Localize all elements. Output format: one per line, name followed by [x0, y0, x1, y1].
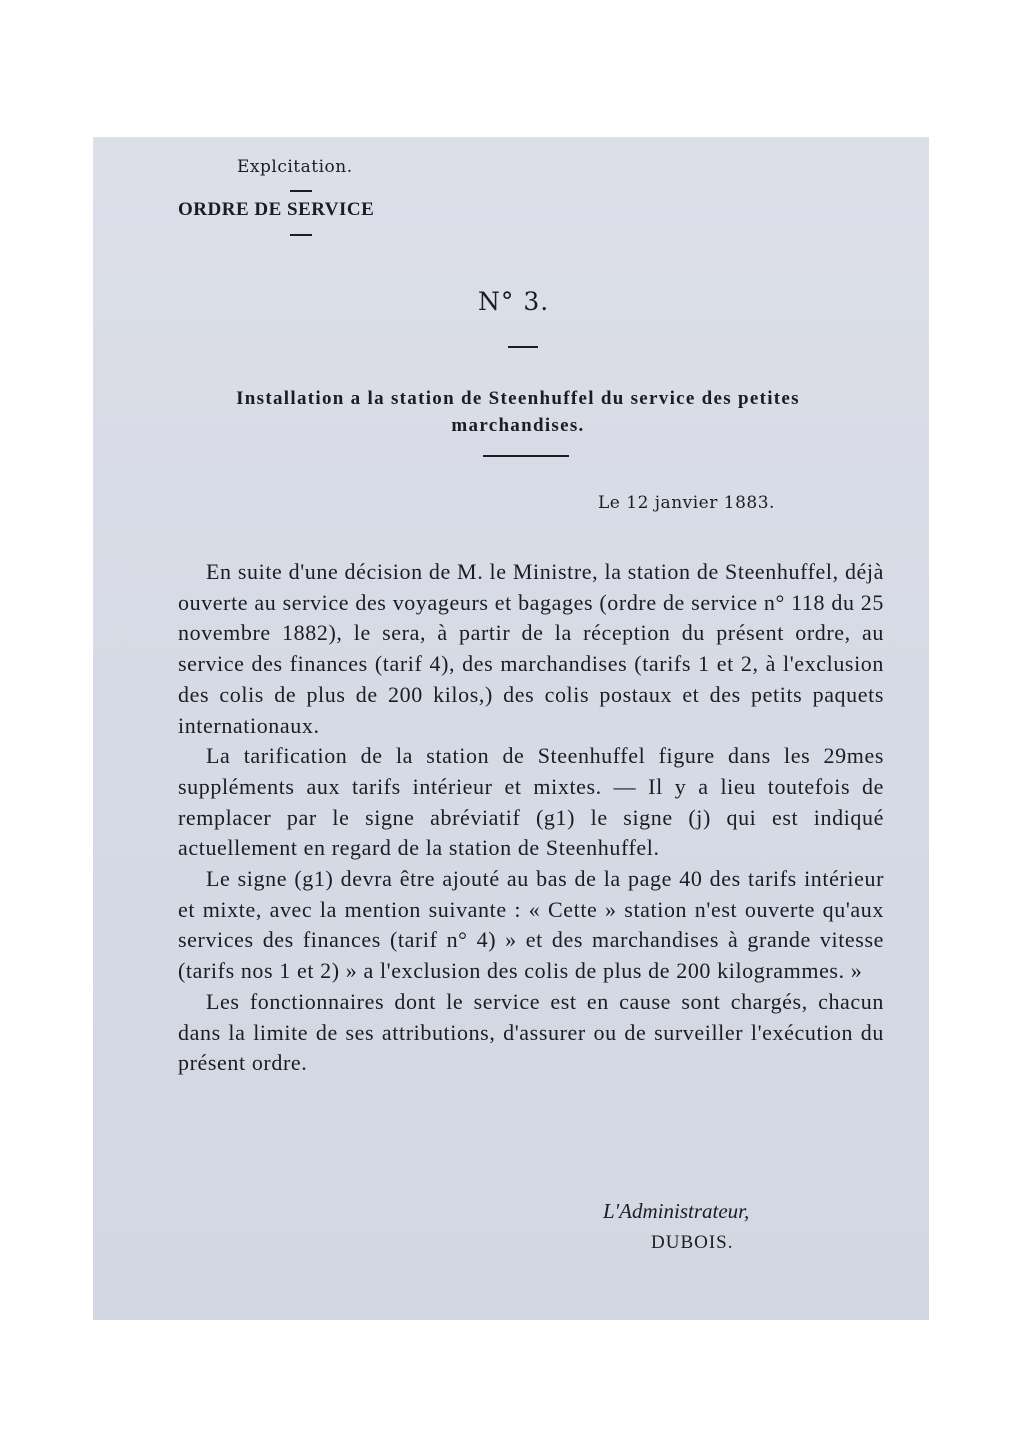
department-label: Explcitation.: [237, 157, 353, 177]
body-paragraph: Les fonctionnaires dont le service est en cause sont chargés, chacun dans la limite de ses attributions, d'assurer ou de surveiller l'exécution du présent ordre.: [178, 988, 884, 1076]
signature-name: DUBOIS.: [651, 1232, 734, 1253]
body-paragraph: La tarification de la station de Steenhuffel figure dans les 29mes suppléments aux tarifs intérieur et mixtes. — Il y a lieu toutefois de remplacer par le signe abréviatif (g1) le signe (j) qui est indiqué actuellement en regard de la station de Steenhuffel.: [178, 743, 884, 861]
signature-title: L'Administrateur,: [603, 1199, 750, 1223]
divider: [483, 455, 569, 457]
body-paragraph: Le signe (g1) devra être ajouté au bas de la page 40 des tarifs intérieur et mixte, avec la mention suivante : « Cette » station n'est ouverte qu'aux services des finances (tarif n° 4) » et des marchandises à grande vitesse (tarifs nos 1 et 2) » a l'exclusion des colis de plus de 200 kilogrammes. »: [178, 866, 884, 984]
order-subject: Installation a la station de Steenhuffel du service des petites marchandises.: [236, 388, 800, 436]
document-type-heading: ORDRE DE SERVICE: [178, 199, 375, 220]
body-paragraph: En suite d'une décision de M. le Ministre, la station de Steenhuffel, déjà ouverte au service des voyageurs et bagages (ordre de service n° 118 du 25 novembre 1882), le sera, à partir de la réception du présent ordre, au service des finances (tarif 4), des marchandises (tarifs 1 et 2, à l'exclusion des colis de plus de 200 kilos,) des colis postaux et des petits paquets internationaux.: [178, 559, 884, 738]
order-body: [178, 557, 884, 1079]
document-page: [93, 137, 929, 1320]
divider: [290, 234, 312, 236]
order-date: Le 12 janvier 1883.: [598, 493, 775, 513]
divider: [290, 190, 312, 192]
divider: [508, 346, 538, 348]
order-number: N° 3.: [478, 287, 550, 316]
